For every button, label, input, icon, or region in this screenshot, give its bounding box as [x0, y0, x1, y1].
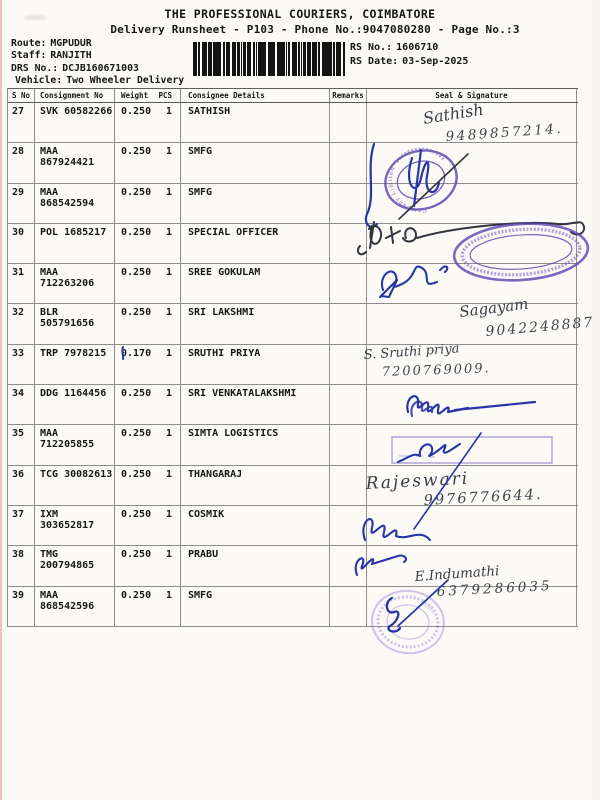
- remarks-cell: [330, 143, 367, 182]
- weight-pcs-cell: [115, 385, 181, 424]
- consignee-cell: SPECIAL OFFICER: [181, 224, 330, 263]
- col-header-seal-signature: Seal & Signature: [367, 89, 577, 102]
- handwritten-name: Sagayam: [458, 294, 530, 321]
- weight-value: 0.250: [121, 226, 152, 238]
- vehicle-line: [11, 75, 188, 87]
- rs-date-line: [350, 55, 472, 69]
- col-header-consignee: Consignee Details: [181, 89, 330, 102]
- staff-value: RANJITH: [50, 50, 92, 62]
- s-no-cell: 39: [8, 587, 35, 626]
- s-no-cell: 35: [8, 425, 35, 464]
- runsheet-table: [7, 88, 578, 627]
- weight-value: 0.250: [121, 186, 152, 198]
- col-header-s-no: S No: [8, 89, 35, 102]
- s-no-cell: 30: [8, 224, 35, 263]
- s-no-cell: 32: [8, 304, 35, 343]
- pcs-value: 1: [165, 186, 172, 198]
- s-no-cell: 27: [8, 103, 35, 142]
- consignment-no-cell: TCG 30082613: [35, 466, 115, 505]
- pcs-value: 1: [165, 468, 172, 480]
- consignee-cell: COSMIK: [181, 506, 330, 545]
- weight-pcs-cell: [115, 345, 181, 384]
- consignment-no-cell: BLR 505791656: [35, 304, 115, 343]
- table-row: [8, 425, 578, 465]
- table-row: [8, 143, 578, 183]
- weight-value: 0.250: [121, 146, 152, 158]
- rs-no-line: [350, 41, 472, 55]
- seal-signature-cell: [367, 506, 577, 545]
- consignee-cell: PRABU: [181, 546, 330, 585]
- consignee-cell: SRI LAKSHMI: [181, 304, 330, 343]
- s-no-cell: 36: [8, 466, 35, 505]
- col-header-weight-pcs: [115, 89, 181, 102]
- col-header-remarks: Remarks: [330, 89, 367, 102]
- col-header-pcs: PCS: [158, 91, 172, 100]
- consignee-cell: SMFG: [181, 184, 330, 223]
- pcs-value: 1: [165, 226, 172, 238]
- table-row: [8, 103, 578, 143]
- stamp-ring-text: Company Limited: [387, 165, 427, 214]
- weight-pcs-cell: [115, 264, 181, 303]
- consignment-no-cell: TMG 200794865: [35, 546, 115, 585]
- staff-label: Staff:: [11, 50, 47, 62]
- rs-no-value: 1606710: [396, 42, 439, 53]
- consignment-no-cell: IXM 303652817: [35, 506, 115, 545]
- weight-value: 0.250: [121, 468, 152, 480]
- staff-line: [11, 50, 188, 62]
- col-header-consignment-no: Consignment No: [35, 89, 115, 102]
- weight-value: 0.250: [121, 549, 152, 561]
- handwritten-phone: 6379286035: [436, 577, 553, 600]
- handwritten-phone: 9976776644.: [423, 486, 543, 509]
- table-row: [8, 587, 578, 627]
- s-no-cell: 28: [8, 143, 35, 182]
- pcs-value: 1: [165, 267, 172, 279]
- consignee-cell: SATHISH: [181, 103, 330, 142]
- seal-signature-cell: [367, 264, 577, 303]
- shipment-info-block: [11, 38, 188, 87]
- weight-pcs-cell: [115, 506, 181, 545]
- remarks-cell: [330, 304, 367, 343]
- remarks-cell: [330, 224, 367, 263]
- weight-pcs-cell: [115, 546, 181, 585]
- seal-signature-cell: [367, 587, 577, 626]
- handwritten-name: S. Sruthi priya: [363, 341, 460, 363]
- consignment-no-cell: SVK 60582266: [35, 103, 115, 142]
- rs-date-value: 03-Sep-2025: [402, 56, 469, 67]
- handwritten-phone: 7200769009.: [381, 361, 491, 380]
- weight-value: 0.250: [121, 307, 152, 319]
- weight-pcs-cell: [115, 425, 181, 464]
- weight-pcs-cell: [115, 587, 181, 626]
- pcs-value: 1: [165, 388, 172, 400]
- page-title: THE PROFESSIONAL COURIERS, COIMBATORE: [164, 7, 436, 21]
- consignment-no-cell: MAA 712263206: [35, 264, 115, 303]
- seal-signature-cell: [367, 345, 577, 384]
- pcs-value: 1: [165, 549, 172, 561]
- table-row: [8, 224, 578, 264]
- table-body: [8, 103, 578, 627]
- remarks-cell: [330, 184, 367, 223]
- seal-signature-cell: [367, 385, 577, 424]
- table-row: [8, 546, 578, 586]
- weight-value: 0.250: [121, 589, 152, 601]
- table-row: [8, 506, 578, 546]
- consignment-no-cell: MAA 867924421: [35, 143, 115, 182]
- seal-signature-cell: [367, 103, 577, 142]
- seal-signature-cell: [367, 304, 577, 343]
- seal-signature-cell: [367, 425, 577, 464]
- consignee-cell: SMFG: [181, 587, 330, 626]
- weight-pcs-cell: [115, 466, 181, 505]
- table-row: [8, 304, 578, 344]
- drs-no-line: [11, 63, 188, 75]
- s-no-cell: 34: [8, 385, 35, 424]
- consignee-cell: SMFG: [181, 143, 330, 182]
- s-no-cell: 37: [8, 506, 35, 545]
- table-row: [8, 184, 578, 224]
- weight-value: 0.250: [121, 428, 152, 440]
- pcs-value: 1: [165, 146, 172, 158]
- vehicle-label: Vehicle:: [15, 74, 63, 86]
- weight-value: 0.250: [121, 508, 152, 520]
- weight-value: 0.250: [121, 388, 152, 400]
- weight-value: 0.170: [121, 347, 152, 359]
- table-row: [8, 466, 578, 506]
- table-header-row: [8, 89, 578, 103]
- consignee-cell: SRI VENKATALAKSHMI: [181, 385, 330, 424]
- consignment-no-cell: POL 1685217: [35, 224, 115, 263]
- s-no-cell: 31: [8, 264, 35, 303]
- consignment-no-cell: MAA 712205855: [35, 425, 115, 464]
- seal-signature-cell: [367, 224, 577, 263]
- consignment-no-cell: MAA 868542596: [35, 587, 115, 626]
- pcs-value: 1: [165, 508, 172, 520]
- route-label: Route:: [11, 38, 47, 49]
- table-row: [8, 264, 578, 304]
- runsheet-barcode: [193, 42, 345, 76]
- consignee-cell: SREE GOKULAM: [181, 264, 330, 303]
- remarks-cell: [330, 103, 367, 142]
- table-row: [8, 345, 578, 385]
- route-line: [11, 38, 188, 50]
- handwritten-name: E.Indumathi: [414, 563, 500, 585]
- seal-signature-cell: [367, 546, 577, 585]
- s-no-cell: 38: [8, 546, 35, 585]
- seal-signature-cell: [367, 143, 577, 182]
- remarks-cell: [330, 264, 367, 303]
- consignee-cell: THANGARAJ: [181, 466, 330, 505]
- page-subtitle: Delivery Runsheet - P103 - Phone No.:9047080280 - Page No.:3: [110, 23, 520, 36]
- pcs-value: 1: [165, 428, 172, 440]
- remarks-cell: [330, 385, 367, 424]
- handwritten-name: Rajeswari: [365, 468, 470, 494]
- handwritten-phone: 9042248887: [484, 314, 596, 340]
- weight-pcs-cell: [115, 103, 181, 142]
- pcs-value: 1: [165, 347, 172, 359]
- rs-date-label: RS Date:: [350, 56, 399, 67]
- weight-value: 0.250: [121, 267, 152, 279]
- remarks-cell: [330, 546, 367, 585]
- handwritten-name: Sathish: [421, 99, 485, 128]
- consignee-cell: SIMTA LOGISTICS: [181, 425, 330, 464]
- drs-no-label: DRS No.:: [11, 62, 59, 74]
- table-row: [8, 385, 578, 425]
- weight-pcs-cell: [115, 224, 181, 263]
- route-value: MGPUDUR: [50, 38, 92, 49]
- scan-edge-artifact: [0, 0, 2, 800]
- remarks-cell: [330, 587, 367, 626]
- remarks-cell: [330, 506, 367, 545]
- pcs-value: 1: [165, 106, 172, 117]
- stamp-text: India: [418, 599, 438, 616]
- remarks-cell: [330, 466, 367, 505]
- seal-signature-cell: [367, 184, 577, 223]
- remarks-cell: [330, 425, 367, 464]
- handwritten-phone: 9489857214.: [445, 120, 564, 145]
- s-no-cell: 29: [8, 184, 35, 223]
- consignment-no-cell: MAA 868542594: [35, 184, 115, 223]
- remarks-cell: [330, 345, 367, 384]
- scan-streak-artifact: [592, 0, 600, 800]
- weight-pcs-cell: [115, 184, 181, 223]
- pcs-value: 1: [165, 307, 172, 319]
- drs-no-value: DCJB160671003: [62, 62, 139, 74]
- s-no-cell: 33: [8, 345, 35, 384]
- rs-info-block: [350, 41, 472, 69]
- consignee-cell: SRUTHI PRIYA: [181, 345, 330, 384]
- consignment-no-cell: TRP 7978215: [35, 345, 115, 384]
- pcs-value: 1: [165, 589, 172, 601]
- seal-signature-cell: [367, 466, 577, 505]
- col-header-weight: Weight: [121, 91, 149, 100]
- weight-value: 0.250: [121, 106, 152, 117]
- rs-no-label: RS No.:: [350, 42, 393, 53]
- weight-pcs-cell: [115, 143, 181, 182]
- consignment-no-cell: DDG 1164456: [35, 385, 115, 424]
- weight-pcs-cell: [115, 304, 181, 343]
- vehicle-value: Two Wheeler Delivery: [66, 74, 185, 86]
